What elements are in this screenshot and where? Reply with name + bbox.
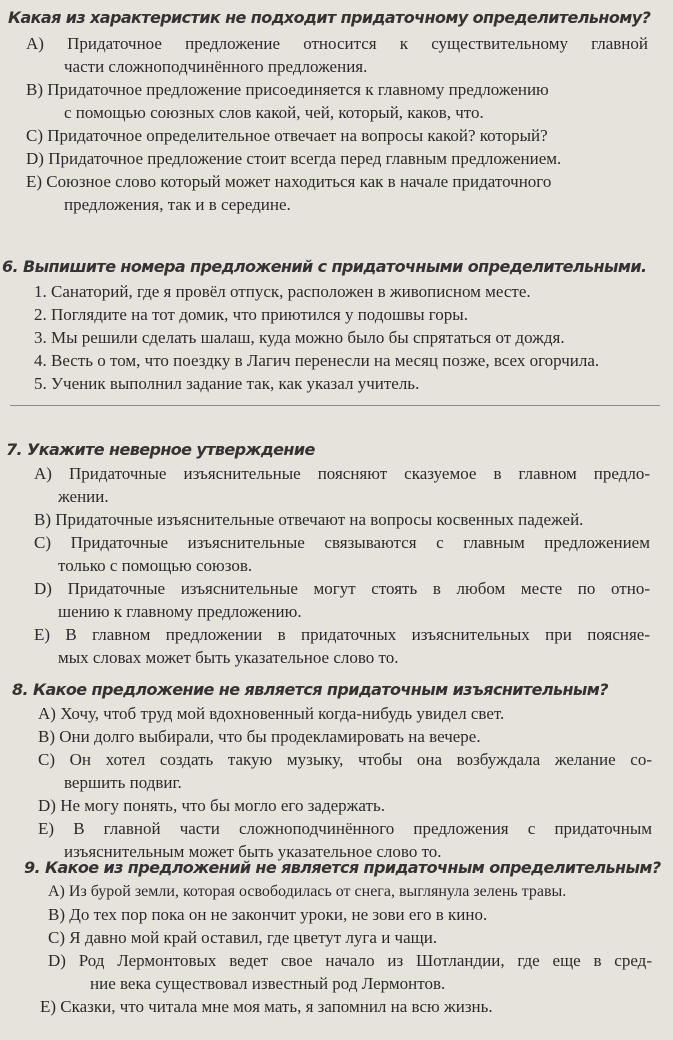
q6-item-2: 2. Поглядите на тот домик, что приютился у подошвы горы. — [34, 305, 468, 324]
q1-option-e-line1: E) Союзное слово который может находиться как в начале придаточного — [26, 172, 552, 191]
q8-option-b: B) Они долго выбирали, что бы продекламировать на вечере. — [38, 727, 481, 746]
q7-option-a-line2: жении. — [58, 487, 109, 506]
q9-option-c: C) Я давно мой край оставил, где цветут луга и чащи. — [48, 928, 438, 947]
q1-option-a-line1: A) Придаточное предложение относится к существительному главной — [26, 34, 648, 53]
q1-option-d: D) Придаточное предложение стоит всегда перед главным предложением. — [26, 149, 562, 168]
q6-item-5: 5. Ученик выполнил задание так, как указал учитель. — [34, 374, 420, 393]
q8-option-e-line2: изъяснительным может быть указательное слово то. — [64, 842, 442, 861]
q1-option-b-line1: B) Придаточное предложение присоединяется к главному предложению — [26, 80, 549, 99]
q6-item-3: 3. Мы решили сделать шалаш, куда можно было бы спрятаться от дождя. — [34, 328, 565, 347]
q9-option-a: A) Из бурой земли, которая освободилась от снега, выглянула зелень травы. — [48, 883, 567, 900]
q7-option-a-line1: A) Придаточные изъяснительные поясняют сказуемое в главном предло- — [34, 464, 650, 483]
q7-option-e-line2: мых словах может быть указательное слово то. — [58, 648, 399, 667]
q9-option-d-line2: ние века существовал известный род Лермонтов. — [90, 974, 446, 993]
q8-option-a: A) Хочу, чтоб труд мой вдохновенный когда-нибудь увидел свет. — [38, 704, 505, 723]
question-7-title: 7. Укажите неверное утверждение — [6, 440, 315, 459]
q8-option-d: D) Не могу понять, что бы могло его задержать. — [38, 796, 385, 815]
question-1 — [0, 8, 673, 216]
q7-option-c-line2: только с помощью союзов. — [58, 556, 253, 575]
q7-option-d-line1: D) Придаточные изъяснительные могут стоять в любом месте по отно- — [34, 579, 650, 598]
q8-option-c-line2: вершить подвиг. — [64, 773, 182, 792]
q9-option-b: B) До тех пор пока он не закончит уроки, не зови его в кино. — [48, 905, 488, 924]
q8-option-c-line1: C) Он хотел создать такую музыку, чтобы она возбуждала желание со- — [38, 750, 652, 769]
q8-option-e-line1: E) В главной части сложноподчинённого предложения с придаточным — [38, 819, 652, 838]
question-8-title: 8. Какое предложение не является придаточным изъяснительным? — [12, 680, 608, 699]
q9-option-e: E) Сказки, что читала мне моя мать, я запомнил на всю жизнь. — [40, 997, 493, 1016]
q1-option-a-line2: части сложноподчинённого предложения. — [64, 57, 368, 76]
question-7 — [0, 440, 673, 669]
question-1-title: Какая из характеристик не подходит придаточному определительному? — [8, 8, 651, 27]
q6-item-4: 4. Весть о том, что поездку в Лагич перенесли на месяц позже, всех огорчила. — [34, 351, 600, 370]
q1-option-c: C) Придаточное определительное отвечает на вопросы какой? который? — [26, 126, 548, 145]
section-divider — [10, 405, 660, 406]
q7-option-b: B) Придаточные изъяснительные отвечают на вопросы косвенных падежей. — [34, 510, 584, 529]
question-9 — [0, 858, 673, 1018]
q7-option-d-line2: шению к главному предложению. — [58, 602, 302, 621]
question-6 — [0, 257, 673, 395]
q1-option-e-line2: предложения, так и в середине. — [64, 195, 291, 214]
q9-option-d-line1: D) Род Лермонтовых ведет свое начало из Шотландии, где еще в сред- — [48, 951, 652, 970]
question-6-title: 6. Выпишите номера предложений с придаточными определительными. — [2, 257, 647, 276]
q1-option-b-line2: с помощью союзных слов какой, чей, который, каков, что. — [64, 103, 484, 122]
question-8 — [0, 680, 673, 863]
question-9-title: 9. Какое из предложений не является придаточным определительным? — [24, 858, 661, 877]
q7-option-e-line1: E) В главном предложении в придаточных изъяснительных при поясняе- — [34, 625, 650, 644]
q7-option-c-line1: C) Придаточные изъяснительные связываются с главным предложением — [34, 533, 650, 552]
q6-item-1: 1. Санаторий, где я провёл отпуск, расположен в живописном месте. — [34, 282, 531, 301]
